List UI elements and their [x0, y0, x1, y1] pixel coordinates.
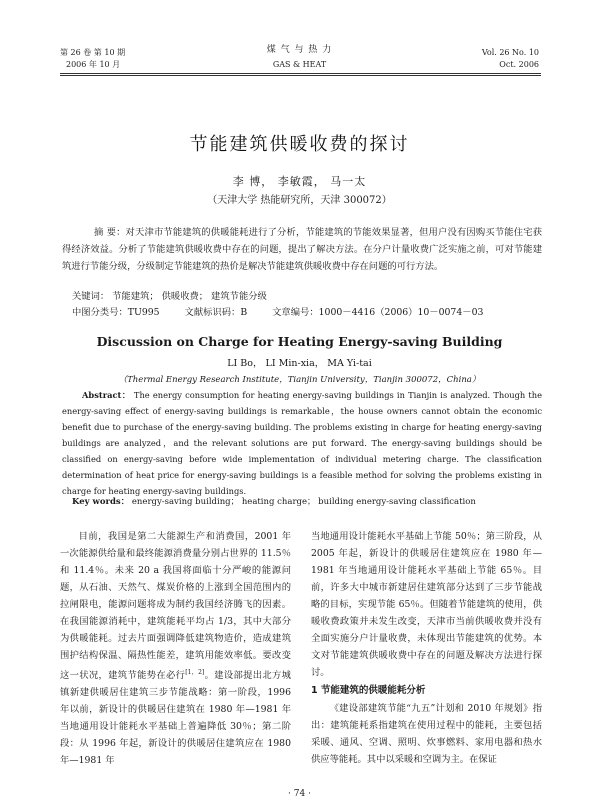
abstract-cn — [62, 224, 542, 275]
journal-date-en: Oct. 2006 — [499, 60, 539, 69]
journal-vol-en: Vol. 26 No. 10 — [481, 48, 539, 57]
body-paragraph: 《建设部建筑节能“九五”计划和 2010 年规划》指出：建筑能耗系指建筑在使用过程中的能耗，主要包括采暖、通风、空调、照明、炊事燃料、家用电器和热水供应等能耗。其中以采暖和空调为主。在保证 — [311, 703, 542, 765]
body-paragraph: 当地通用设计能耗水平基础上节能 50％；第三阶段，从 2005 年起，新设计的供暖居住建筑应在 1980 年—1981 年当地通用设计能耗水平基础上节能 65％。目前，许多大中城市新建居住建筑部分达到了三步节能战略的目标，实现节能 65％。但随着节能建筑的使用，供暖收费政策并未发生改变，天津市当前供暖收费并没有全面实施分户计量收费，未体现出节能建筑的优势。本文对节能建筑供暖收费中存在的问题及解决方法进行探讨。 — [311, 531, 542, 678]
authors-cn: 李 博， 李敏霞， 马一太 — [232, 175, 367, 188]
document-code: 文献标识码：B — [184, 307, 248, 318]
paper-title-cn: 节能建筑供暖收费的探讨 — [189, 134, 410, 155]
page-number: · 74 · — [288, 789, 311, 799]
body-text: 。建设部提出北方城镇新建供暖居住建筑三步节能战略：第一阶段，1996 年以前，新设计的供暖居住建筑在 1980 年—1981 年当地通用设计能耗水平基础上普遍降低 30％；第二阶段：从 1996 年起，新设计的供暖居住建筑应在 1980 年—1981 年 — [60, 670, 291, 767]
journal-date: 2006 年 10 月 — [66, 60, 121, 69]
citation-ref[interactable]: [1，2] — [185, 669, 205, 676]
abstract-cn-text: 对天津市节能建筑的供暖能耗进行了分析，节能建筑的节能效果显著，但用户没有因购买节能住宅获得经济效益。分析了节能建筑供暖收费中存在的问题，提出了解决方法。在分户计量收费广泛实施之前，可对节能建筑进行节能分级，分级制定节能建筑的热价是解决节能建筑供暖收费中存在问题的可行方法。 — [62, 227, 542, 272]
header-rule-bottom — [60, 75, 541, 76]
article-number: 文章编号：1000－4416（2006）10－0074－03 — [272, 307, 484, 318]
keywords-cn — [72, 289, 542, 305]
paper-title-en: Discussion on Charge for Heating Energy-saving Building — [96, 334, 503, 349]
keywords-cn-text: 节能建筑； 供暖收费； 建筑节能分级 — [112, 291, 267, 302]
body-paragraph — [60, 528, 291, 769]
authors-en: LI Bo， LI Min-xia， MA Yi-tai — [227, 358, 372, 369]
section-heading: 1 节能建筑的供暖能耗分析 — [311, 685, 426, 696]
header-rule-top — [60, 73, 541, 74]
journal-name-en: GAS & HEAT — [272, 60, 327, 69]
abstract-en-label: Abstract： — [82, 390, 131, 400]
body-column-left — [60, 528, 291, 769]
clc-number: 中图分类号：TU995 — [72, 307, 160, 318]
abstract-en-text: The energy consumption for heating energy-saving buildings in Tianjin is analyzed. Though the energy-saving effect of energy-saving buildings is remarkable，the house owners cannot obtain the economic benefit due to purchase of the energy-saving building. The problems existing in charge for heating energy-saving buildings are analyzed，and the relevant solutions are put forward. The energy-saving buildings should be classified on energy-saving before wide implementation of individual metering charge. The classification determination of heat price for energy-saving buildings is a feasible method for solving the problems existing in charge for heating energy-saving buildings. — [62, 390, 542, 496]
keywords-cn-label: 关键词： — [72, 291, 110, 302]
affiliation-cn: （天津大学 热能研究所，天津 300072） — [207, 195, 392, 206]
body-text: 目前，我国是第二大能源生产和消费国，2001 年一次能源供给量和最终能源消费量分别占世界的 11.5％和 11.4％。未来 20 a 我国将面临十分严峻的能源问题，从石油、天然气、煤炭价格的上涨到全国范围内的拉闸限电，能源问题将成为制约我国经济腾飞的因素。在我国能源消耗中，建筑能耗平均占 1/3，其中大部分为供暖能耗。过去片面强调降低建筑物造价，造成建筑围护结构保温、隔热性能差，建筑用能效率低。要改变这一状况，建筑节能势在必行 — [60, 531, 291, 682]
journal-name-cn: 煤 气 与 热 力 — [266, 45, 333, 55]
keywords-en-label: Key words： — [72, 497, 130, 507]
journal-volume-issue: 第 26 卷 第 10 期 — [60, 48, 126, 57]
classification-line — [72, 305, 542, 321]
abstract-cn-label: 摘 要： — [94, 227, 126, 238]
keywords-en — [72, 495, 476, 507]
keywords-en-text: energy-saving building； heating charge； building energy-saving classification — [131, 497, 476, 507]
affiliation-en: （Thermal Energy Research Institute，Tianjin University，Tianjin 300072，China） — [118, 375, 481, 385]
abstract-en — [62, 387, 542, 499]
body-column-right — [311, 528, 542, 768]
